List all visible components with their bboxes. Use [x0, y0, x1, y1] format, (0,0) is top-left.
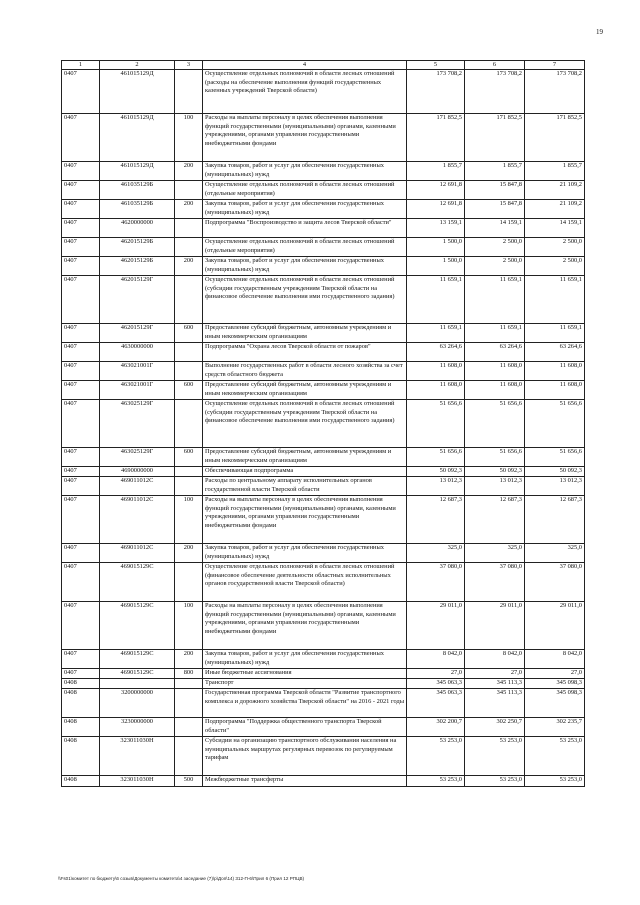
description-cell: Расходы на выплаты персоналу в целях обеспечения выполнения функций государственными (муниципальными) органами, казенными учреждениями, органами управления государственными внебюджетными фондами — [203, 496, 407, 544]
description-cell: Расходы по центральному аппарату исполнительных органов государственной власти Тверской области — [203, 477, 407, 496]
table-row — [62, 496, 585, 544]
column-header: 4 — [203, 61, 407, 70]
table-row — [62, 602, 585, 650]
amount-year2-cell: 51 656,6 — [465, 448, 525, 467]
table-row — [62, 650, 585, 669]
expense-type-cell — [175, 181, 203, 200]
expense-type-cell — [175, 477, 203, 496]
table-row — [62, 181, 585, 200]
amount-year3-cell: 12 687,3 — [525, 496, 585, 544]
amount-year2-cell: 302 250,7 — [465, 718, 525, 737]
target-article-cell: 469011012С — [100, 496, 175, 544]
expense-type-cell: 500 — [175, 776, 203, 787]
target-article-cell: 4620000000 — [100, 219, 175, 238]
expense-type-cell — [175, 679, 203, 689]
amount-year1-cell: 11 608,0 — [407, 362, 465, 381]
target-article-cell: 4690000000 — [100, 467, 175, 477]
expense-type-cell: 200 — [175, 544, 203, 563]
expense-type-cell — [175, 400, 203, 448]
section-code-cell: 0407 — [62, 70, 100, 114]
amount-year2-cell: 63 264,6 — [465, 343, 525, 362]
amount-year1-cell: 63 264,6 — [407, 343, 465, 362]
amount-year3-cell: 29 011,0 — [525, 602, 585, 650]
amount-year2-cell: 12 687,3 — [465, 496, 525, 544]
amount-year1-cell: 29 011,0 — [407, 602, 465, 650]
file-path-footer: \\Fs01\комитет по бюджету\6 созыв\Документы комитета\4 заседание (7)\р\Доп\14) 312-П-6\Прил 6 (Прил 12 РПЦВ) — [58, 876, 305, 881]
expense-type-cell: 200 — [175, 650, 203, 669]
description-cell: Подпрограмма "Поддержка общественного транспорта Тверской области" — [203, 718, 407, 737]
target-article-cell: 462015129Б — [100, 257, 175, 276]
table-row — [62, 219, 585, 238]
expense-type-cell — [175, 343, 203, 362]
table-row — [62, 114, 585, 162]
table-row — [62, 162, 585, 181]
amount-year1-cell: 12 691,8 — [407, 200, 465, 219]
expense-type-cell: 200 — [175, 257, 203, 276]
section-code-cell: 0408 — [62, 776, 100, 787]
amount-year2-cell: 15 847,8 — [465, 181, 525, 200]
table-row — [62, 679, 585, 689]
amount-year1-cell: 13 012,3 — [407, 477, 465, 496]
amount-year3-cell: 51 656,6 — [525, 400, 585, 448]
section-code-cell: 0407 — [62, 238, 100, 257]
amount-year2-cell: 51 656,6 — [465, 400, 525, 448]
amount-year3-cell: 1 855,7 — [525, 162, 585, 181]
amount-year2-cell: 2 500,0 — [465, 238, 525, 257]
expense-type-cell: 600 — [175, 381, 203, 400]
table-row — [62, 448, 585, 467]
column-header: 2 — [100, 61, 175, 70]
expense-type-cell: 100 — [175, 114, 203, 162]
section-code-cell: 0407 — [62, 324, 100, 343]
column-header: 1 — [62, 61, 100, 70]
amount-year2-cell: 37 080,0 — [465, 563, 525, 602]
amount-year3-cell: 325,0 — [525, 544, 585, 563]
section-code-cell: 0408 — [62, 718, 100, 737]
target-article-cell: 469015129С — [100, 602, 175, 650]
amount-year3-cell: 11 608,0 — [525, 381, 585, 400]
expense-type-cell: 200 — [175, 200, 203, 219]
column-header: 5 — [407, 61, 465, 70]
amount-year1-cell: 171 852,5 — [407, 114, 465, 162]
amount-year1-cell: 302 200,7 — [407, 718, 465, 737]
amount-year2-cell: 171 852,5 — [465, 114, 525, 162]
column-header: 3 — [175, 61, 203, 70]
section-code-cell: 0407 — [62, 343, 100, 362]
expense-type-cell: 800 — [175, 669, 203, 679]
table-row — [62, 200, 585, 219]
target-article-cell: 461035129Б — [100, 200, 175, 219]
amount-year1-cell: 345 063,3 — [407, 689, 465, 718]
amount-year3-cell: 11 608,0 — [525, 362, 585, 381]
table-row — [62, 362, 585, 381]
amount-year1-cell: 27,0 — [407, 669, 465, 679]
amount-year1-cell: 53 253,0 — [407, 737, 465, 776]
amount-year2-cell: 1 855,7 — [465, 162, 525, 181]
amount-year1-cell: 12 687,3 — [407, 496, 465, 544]
section-code-cell: 0407 — [62, 162, 100, 181]
description-cell: Расходы на выплаты персоналу в целях обеспечения выполнения функций государственными (муниципальными) органами, казенными учреждениями, органами управления государственными внебюджетными фондами — [203, 114, 407, 162]
target-article-cell: 463021001Г — [100, 381, 175, 400]
description-cell: Государственная программа Тверской области "Развитие транспортного комплекса и дорожного хозяйства Тверской области" на 2016 - 2021 годы — [203, 689, 407, 718]
amount-year3-cell: 13 012,3 — [525, 477, 585, 496]
section-code-cell: 0407 — [62, 400, 100, 448]
target-article-cell: 462015129Г — [100, 324, 175, 343]
page-number: 19 — [596, 28, 603, 36]
description-cell: Иные бюджетные ассигнования — [203, 669, 407, 679]
description-cell: Осуществление отдельных полномочий в области лесных отношений (субсидии государственным учреждениям Тверской области на финансовое обеспечение выполнения ими государственного задания) — [203, 400, 407, 448]
section-code-cell: 0408 — [62, 737, 100, 776]
amount-year3-cell: 50 092,3 — [525, 467, 585, 477]
section-code-cell: 0407 — [62, 200, 100, 219]
table-row — [62, 477, 585, 496]
description-cell: Подпрограмма "Охрана лесов Тверской области от пожаров" — [203, 343, 407, 362]
description-cell: Предоставление субсидий бюджетным, автономным учреждениям и иным некоммерческим организациям — [203, 324, 407, 343]
target-article-cell: 461015129Д — [100, 70, 175, 114]
amount-year2-cell: 53 253,0 — [465, 776, 525, 787]
amount-year2-cell: 2 500,0 — [465, 257, 525, 276]
amount-year3-cell: 2 500,0 — [525, 257, 585, 276]
amount-year1-cell: 51 656,6 — [407, 400, 465, 448]
target-article-cell: 323011030Н — [100, 737, 175, 776]
expense-type-cell — [175, 718, 203, 737]
amount-year1-cell: 1 500,0 — [407, 257, 465, 276]
amount-year1-cell: 12 691,8 — [407, 181, 465, 200]
amount-year3-cell: 171 852,5 — [525, 114, 585, 162]
amount-year1-cell: 173 708,2 — [407, 70, 465, 114]
target-article-cell: 469011012С — [100, 477, 175, 496]
amount-year1-cell: 8 042,0 — [407, 650, 465, 669]
description-cell: Осуществление отдельных полномочий в области лесных отношений (расходы на обеспечение выполнения функций государственных казенных учреждений Тверской области) — [203, 70, 407, 114]
table-row — [62, 257, 585, 276]
section-code-cell: 0408 — [62, 679, 100, 689]
table-row — [62, 737, 585, 776]
table-row — [62, 381, 585, 400]
target-article-cell: 461015129Д — [100, 162, 175, 181]
section-code-cell: 0407 — [62, 257, 100, 276]
amount-year1-cell: 345 063,3 — [407, 679, 465, 689]
table-row — [62, 238, 585, 257]
amount-year1-cell: 1 855,7 — [407, 162, 465, 181]
table-row — [62, 324, 585, 343]
amount-year3-cell: 27,0 — [525, 669, 585, 679]
target-article-cell: 469011012С — [100, 544, 175, 563]
table-row — [62, 689, 585, 718]
amount-year2-cell: 11 608,0 — [465, 362, 525, 381]
amount-year1-cell: 37 080,0 — [407, 563, 465, 602]
target-article-cell: 461035129Б — [100, 181, 175, 200]
amount-year1-cell: 53 253,0 — [407, 776, 465, 787]
section-code-cell: 0407 — [62, 496, 100, 544]
expense-type-cell: 600 — [175, 448, 203, 467]
description-cell: Осуществление отдельных полномочий в области лесных отношений (отдельные мероприятия) — [203, 181, 407, 200]
description-cell: Расходы на выплаты персоналу в целях обеспечения выполнения функций государственными (муниципальными) органами, казенными учреждениями, органами управления государственными внебюджетными фондами — [203, 602, 407, 650]
amount-year3-cell: 2 500,0 — [525, 238, 585, 257]
description-cell: Осуществление отдельных полномочий в области лесных отношений (субсидии государственным учреждениям Тверской области на финансовое обеспечение выполнения ими государственного задания) — [203, 276, 407, 324]
description-cell: Обеспечивающая подпрограмма — [203, 467, 407, 477]
section-code-cell: 0407 — [62, 362, 100, 381]
expense-type-cell — [175, 362, 203, 381]
table-header-row — [62, 61, 585, 70]
amount-year3-cell: 345 098,3 — [525, 689, 585, 718]
expense-type-cell — [175, 238, 203, 257]
section-code-cell: 0408 — [62, 689, 100, 718]
expense-type-cell — [175, 276, 203, 324]
target-article-cell: 469015129С — [100, 563, 175, 602]
expense-type-cell — [175, 563, 203, 602]
table-row — [62, 776, 585, 787]
amount-year2-cell: 173 708,2 — [465, 70, 525, 114]
target-article-cell: 323011030Н — [100, 776, 175, 787]
description-cell: Субсидии на организацию транспортного обслуживания населения на муниципальных маршрутах регулярных перевозок по регулируемым тарифам — [203, 737, 407, 776]
description-cell: Подпрограмма "Воспроизводство и защита лесов Тверской области" — [203, 219, 407, 238]
expense-type-cell: 100 — [175, 602, 203, 650]
target-article-cell: 3230000000 — [100, 718, 175, 737]
amount-year1-cell: 11 659,1 — [407, 324, 465, 343]
section-code-cell: 0407 — [62, 602, 100, 650]
section-code-cell: 0407 — [62, 650, 100, 669]
description-cell: Осуществление отдельных полномочий в области лесных отношений (отдельные мероприятия) — [203, 238, 407, 257]
description-cell: Осуществление отдельных полномочий в области лесных отношений (финансовое обеспечение деятельности областных исполнительных органов государственной власти Тверской области) — [203, 563, 407, 602]
amount-year3-cell: 51 656,6 — [525, 448, 585, 467]
table-row — [62, 70, 585, 114]
amount-year3-cell: 173 708,2 — [525, 70, 585, 114]
amount-year2-cell: 345 113,3 — [465, 679, 525, 689]
amount-year1-cell: 11 659,1 — [407, 276, 465, 324]
description-cell: Выполнение государственных работ в области лесного хозяйства за счет средств областного бюджета — [203, 362, 407, 381]
table-row — [62, 343, 585, 362]
expense-type-cell: 200 — [175, 162, 203, 181]
expense-type-cell — [175, 467, 203, 477]
amount-year3-cell: 53 253,0 — [525, 737, 585, 776]
section-code-cell: 0407 — [62, 477, 100, 496]
amount-year2-cell: 13 012,3 — [465, 477, 525, 496]
amount-year2-cell: 8 042,0 — [465, 650, 525, 669]
amount-year2-cell: 325,0 — [465, 544, 525, 563]
amount-year2-cell: 27,0 — [465, 669, 525, 679]
target-article-cell — [100, 679, 175, 689]
expense-type-cell: 600 — [175, 324, 203, 343]
amount-year3-cell: 345 098,3 — [525, 679, 585, 689]
description-cell: Закупка товаров, работ и услуг для обеспечения государственных (муниципальных) нужд — [203, 200, 407, 219]
target-article-cell: 4630000000 — [100, 343, 175, 362]
column-header: 6 — [465, 61, 525, 70]
section-code-cell: 0407 — [62, 544, 100, 563]
target-article-cell: 462015129Г — [100, 276, 175, 324]
amount-year2-cell: 29 011,0 — [465, 602, 525, 650]
section-code-cell: 0407 — [62, 563, 100, 602]
description-cell: Транспорт — [203, 679, 407, 689]
description-cell: Закупка товаров, работ и услуг для обеспечения государственных (муниципальных) нужд — [203, 650, 407, 669]
amount-year3-cell: 37 080,0 — [525, 563, 585, 602]
expense-type-cell — [175, 737, 203, 776]
target-article-cell: 463025129Г — [100, 400, 175, 448]
table-row — [62, 563, 585, 602]
column-header: 7 — [525, 61, 585, 70]
amount-year2-cell: 11 659,1 — [465, 324, 525, 343]
amount-year2-cell: 14 159,1 — [465, 219, 525, 238]
target-article-cell: 462015129Б — [100, 238, 175, 257]
section-code-cell: 0407 — [62, 381, 100, 400]
amount-year1-cell: 11 608,0 — [407, 381, 465, 400]
section-code-cell: 0407 — [62, 219, 100, 238]
amount-year1-cell: 50 092,3 — [407, 467, 465, 477]
amount-year3-cell: 63 264,6 — [525, 343, 585, 362]
amount-year2-cell: 11 659,1 — [465, 276, 525, 324]
expense-type-cell — [175, 70, 203, 114]
table-row — [62, 544, 585, 563]
budget-table — [61, 60, 585, 787]
target-article-cell: 469015129С — [100, 669, 175, 679]
table-row — [62, 276, 585, 324]
section-code-cell: 0407 — [62, 181, 100, 200]
amount-year1-cell: 13 159,1 — [407, 219, 465, 238]
amount-year2-cell: 15 847,8 — [465, 200, 525, 219]
expense-type-cell: 100 — [175, 496, 203, 544]
amount-year3-cell: 53 253,0 — [525, 776, 585, 787]
description-cell: Предоставление субсидий бюджетным, автономным учреждениям и иным некоммерческим организациям — [203, 448, 407, 467]
expense-type-cell — [175, 689, 203, 718]
section-code-cell: 0407 — [62, 448, 100, 467]
description-cell: Закупка товаров, работ и услуг для обеспечения государственных (муниципальных) нужд — [203, 544, 407, 563]
amount-year3-cell: 11 659,1 — [525, 324, 585, 343]
amount-year1-cell: 51 656,6 — [407, 448, 465, 467]
section-code-cell: 0407 — [62, 669, 100, 679]
section-code-cell: 0407 — [62, 276, 100, 324]
expense-type-cell — [175, 219, 203, 238]
target-article-cell: 463025129Г — [100, 448, 175, 467]
target-article-cell: 463021001Г — [100, 362, 175, 381]
amount-year3-cell: 11 659,1 — [525, 276, 585, 324]
description-cell: Закупка товаров, работ и услуг для обеспечения государственных (муниципальных) нужд — [203, 162, 407, 181]
amount-year1-cell: 1 500,0 — [407, 238, 465, 257]
amount-year3-cell: 21 109,2 — [525, 200, 585, 219]
table-row — [62, 669, 585, 679]
amount-year2-cell: 345 113,3 — [465, 689, 525, 718]
description-cell: Предоставление субсидий бюджетным, автономным учреждениям и иным некоммерческим организациям — [203, 381, 407, 400]
section-code-cell: 0407 — [62, 467, 100, 477]
table-row — [62, 400, 585, 448]
amount-year1-cell: 325,0 — [407, 544, 465, 563]
amount-year3-cell: 21 109,2 — [525, 181, 585, 200]
target-article-cell: 461015129Д — [100, 114, 175, 162]
description-cell: Закупка товаров, работ и услуг для обеспечения государственных (муниципальных) нужд — [203, 257, 407, 276]
table-row — [62, 467, 585, 477]
amount-year2-cell: 53 253,0 — [465, 737, 525, 776]
amount-year3-cell: 302 235,7 — [525, 718, 585, 737]
description-cell: Межбюджетные трансферты — [203, 776, 407, 787]
amount-year3-cell: 14 159,1 — [525, 219, 585, 238]
amount-year2-cell: 50 092,3 — [465, 467, 525, 477]
target-article-cell: 469015129С — [100, 650, 175, 669]
amount-year3-cell: 8 042,0 — [525, 650, 585, 669]
amount-year2-cell: 11 608,0 — [465, 381, 525, 400]
section-code-cell: 0407 — [62, 114, 100, 162]
target-article-cell: 3200000000 — [100, 689, 175, 718]
table-row — [62, 718, 585, 737]
